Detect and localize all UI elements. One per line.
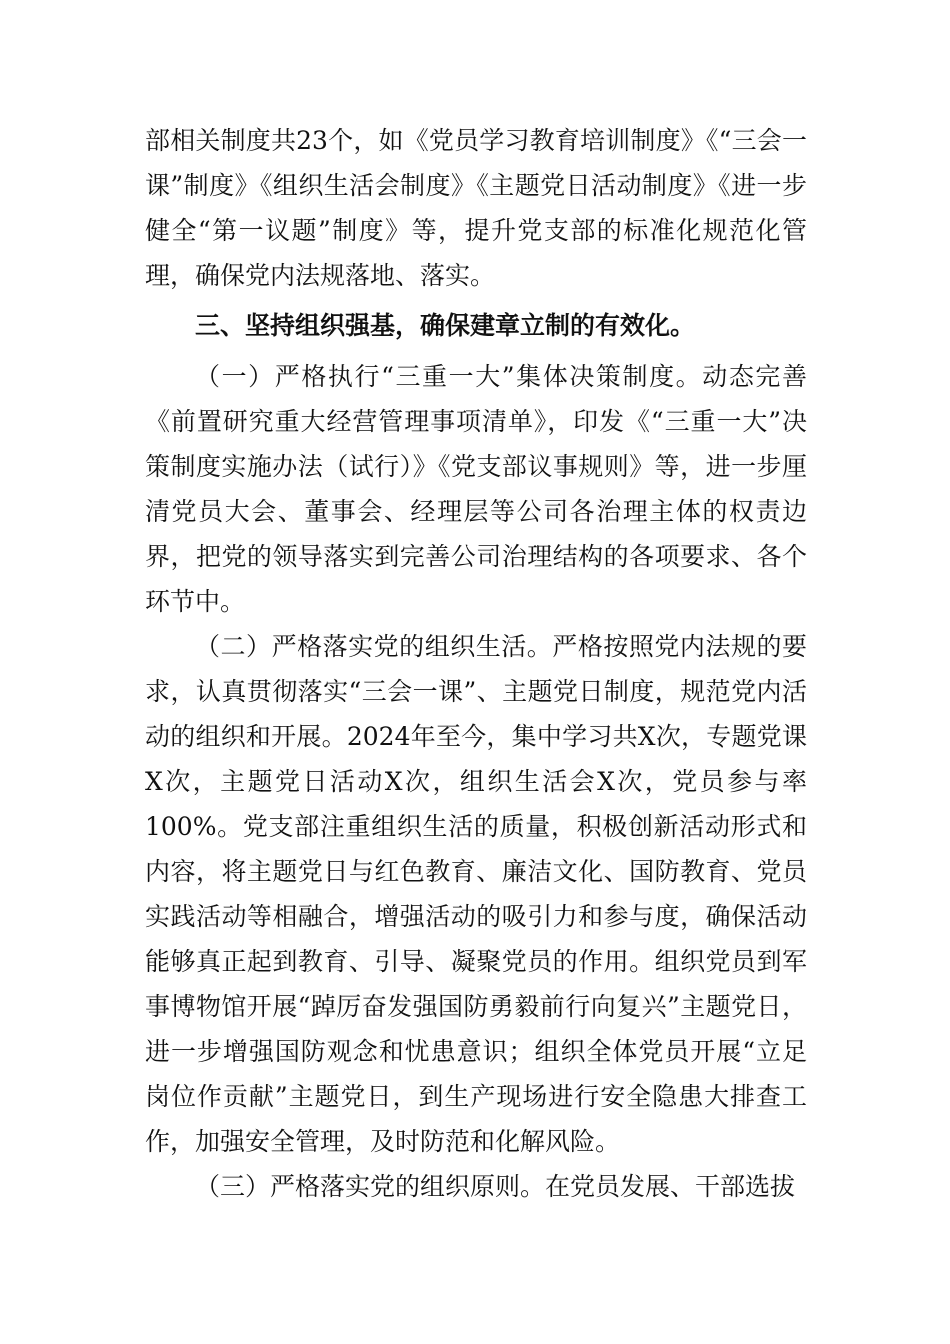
paragraph-decision-system: （一）严格执行“三重一大”集体决策制度。动态完善《前置研究重大经营管理事项清单》，印发《“三重一大”决策制度实施办法（试行）》《党支部议事规则》等，进一步厘清党员大会、董事会、经理层等公司各治理主体的权责边界，把党的领导落实到完善公司治理结构的各项要求、各个环节中。 bbox=[145, 362, 807, 616]
paragraph-organizational-principle: （三）严格落实党的组织原则。在党员发展、干部选拔 bbox=[195, 1172, 796, 1201]
document-body bbox=[145, 118, 807, 1209]
paragraph-organizational-life: （二）严格落实党的组织生活。严格按照党内法规的要求，认真贯彻落实“三会一课”、主题党日制度，规范党内活动的组织和开展。2024年至今，集中学习共X次，专题党课X次，主题党日活动X次，组织生活会X次，党员参与率100%。党支部注重组织生活的质量，积极创新活动形式和内容，将主题党日与红色教育、廉洁文化、国防教育、党员实践活动等相融合，增强活动的吸引力和参与度，确保活动能够真正起到教育、引导、凝聚党员的作用。组织党员到军事博物馆开展“踔厉奋发强国防勇毅前行向复兴”主题党日，进一步增强国防观念和忧患意识；组织全体党员开展“立足岗位作贡献”主题党日，到生产现场进行安全隐患大排查工作，加强安全管理，及时防范和化解风险。 bbox=[145, 632, 807, 1156]
paragraph-continued-regulations: 部相关制度共23个，如《党员学习教育培训制度》《“三会一课”制度》《组织生活会制度》《主题党日活动制度》《进一步健全“第一议题”制度》等，提升党支部的标准化规范化管理，确保党内法规落地、落实。 bbox=[145, 126, 807, 290]
section-heading-three: 三、坚持组织强基，确保建章立制的有效化。 bbox=[195, 311, 696, 340]
